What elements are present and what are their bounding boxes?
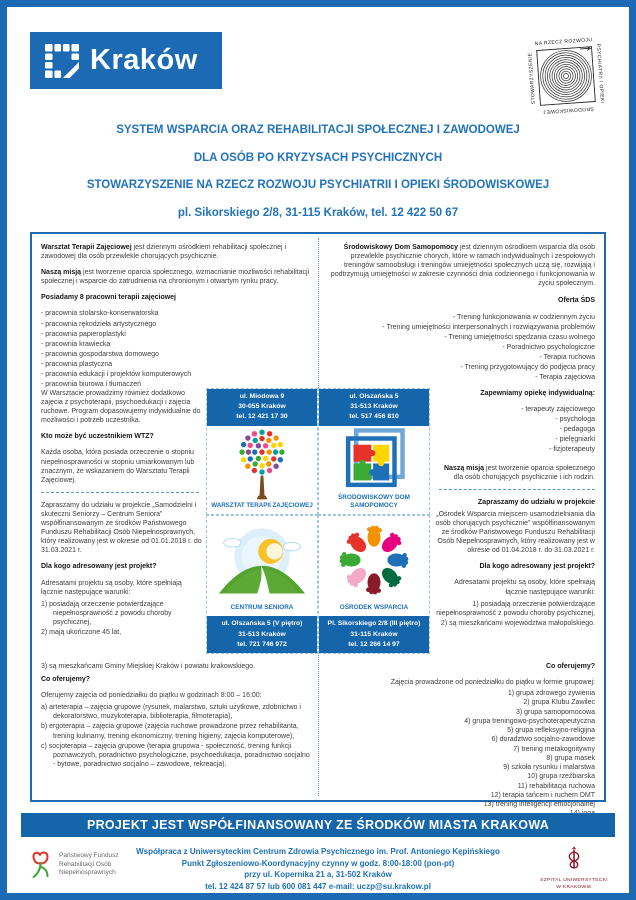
cards-top-row: [206, 388, 430, 515]
puzzle-square-icon: [341, 426, 407, 492]
stamp-spiral-icon: [536, 46, 596, 106]
sds-offer-list: [325, 313, 595, 383]
seniors-project-text: Zapraszamy do udziału w projekcie „Samodzielni i skuteczni Seniorzy – Centrum Seniora” współfinansowanym ze środków Państwowego Funduszu Rehabilitacji Osób Niepełnosprawnych, który realizowany jest w okresie od 01.01.2018 r. do 31.03.2021 r.: [41, 501, 202, 555]
content-box: [30, 232, 606, 809]
contact-line: przy ul. Kopernika 21 a, 31-502 Kraków: [244, 870, 392, 880]
sds-intro-paragraph: [325, 243, 595, 288]
left-offer-list: [41, 703, 311, 769]
left-section-divider: [41, 492, 199, 493]
group-item: 13) trening inteligencji emocjonalnej: [483, 801, 595, 809]
wsparcia-label: OŚRODEK WSPARCIA: [339, 604, 409, 612]
workshop-item: - pracownia gospodarstwa domowego: [41, 350, 159, 358]
sds-mission-rest: jest tworzenie oparcia społecznego dla osób chorujących psychicznie i ich rodzin.: [453, 464, 595, 481]
target-item: 2) mają ukończone 45 lat,: [41, 628, 122, 636]
group-item: 4) grupa treningowo-psychoterapeutyczna: [464, 717, 595, 725]
left-target-list-wide: [41, 655, 311, 671]
sds-logo: [319, 426, 429, 493]
right-target-intro: Adresatami projektu są osoby, które spełniają łącznie następujące warunki:: [454, 579, 595, 596]
contact-line: Punkt Zgłoszeniowo-Koordynacyjny czynny w godz. 8:00-18:00 (pon-pt): [181, 858, 455, 868]
pfron-text-line: Rehabilitacji Osób: [59, 860, 112, 868]
hospital-text-line: SZPITAL UNIWERSYTECKI: [540, 878, 608, 883]
wtz-mission-rest: jest tworzenie oparcia społecznego, wzmacnianie możliwości rehabilitacji społecznej i wsparcie do zatrudnienia na chronionym i otwartym rynku pracy.: [41, 269, 310, 286]
pfron-text-line: Państwowy Fundusz: [59, 851, 119, 859]
title-line-3: STOWARZYSZENIE NA RZECZ ROZWOJU PSYCHIATRII I OPIEKI ŚRODOWISKOWEJ: [86, 179, 550, 191]
krakow-logo: [30, 32, 222, 89]
address-line: 31-513 Kraków: [238, 630, 286, 638]
workshop-item: - pracownia biurowa i tłumaczeń: [41, 381, 141, 389]
address-line: Pl. Sikorskiego 2/8 (III piętro): [327, 620, 421, 628]
workshop-item: - pracownia papieroplastyki: [41, 330, 126, 338]
seniora-label: CENTRUM SENIORA: [230, 604, 294, 612]
wtz-card: [206, 388, 318, 515]
puzzle-tree-icon: [229, 426, 295, 502]
care-heading: Zapewniamy opiekę indywidualną:: [480, 390, 595, 397]
training-item: - Trening umiejętności spędzania czasu wolnego: [444, 333, 595, 341]
seniora-card: [206, 515, 318, 654]
address-line: tel. 12 421 17 30: [236, 413, 288, 421]
workshop-item: - pracownia krawiecka: [41, 340, 111, 348]
address-line: ul. Miodowa 9: [239, 393, 285, 400]
training-item: - Terapia ruchowa: [539, 353, 595, 361]
cofinancing-banner: PROJEKT JEST WSPÓŁFINANSOWANY ZE ŚRODKÓW MIASTA KRAKOWA: [21, 813, 615, 837]
krakow-tiles-icon: [45, 44, 79, 78]
workshop-item: - pracownia stolarsko-konserwatorska: [41, 310, 159, 318]
sds-intro-section: [325, 243, 595, 389]
cards-bottom-row: [206, 515, 430, 654]
group-item: 10) grupa rzeźbiarska: [527, 773, 595, 781]
care-item: - pedagoga: [559, 426, 595, 434]
group-item: 2) grupa Klubu Zawilec: [523, 699, 595, 707]
contact-line: Współpraca z Uniwersyteckim Centrum Zdrowia Psychicznego im. Prof. Antoniego Kępińskiego: [136, 847, 500, 856]
wsparcia-address: [319, 616, 429, 653]
title-line-4: pl. Sikorskiego 2/8, 31-115 Kraków, tel. 12 422 50 67: [177, 206, 459, 219]
wtz-label: WARSZTAT TERAPII ZAJĘCIOWEJ: [211, 502, 313, 510]
krakow-logo-text: Kraków: [90, 44, 198, 76]
offer-item: a) arteterapia – zajęcia grupowe (rysunek, malarstwo, sztuki użytkowe, zdobnictwo i dekoratorstwo, muzykoterapia, biblioterapia, filmoterapia),: [41, 704, 301, 721]
sds-offer-heading: Oferta ŚDS: [558, 297, 595, 305]
seniora-logo: [207, 516, 317, 603]
offer-item: b) ergoterapia – zajęcia grupowe (zajęcia ruchowe prowadzone przez rehabilitanta, trening kulinarny, trening ekonomiczny, trening higieny, zajęcia komputerowe),: [41, 723, 299, 740]
wsparcia-logo: [319, 516, 429, 603]
hospital-emblem-icon: [564, 846, 584, 872]
wtz-who-text: Każda osoba, która posiada orzeczenie o stopniu niepełnosprawności w stopniu umiarkowanym lub znacznym, ze wskazaniem do Warsztatu Terapii Zajęciowej.: [41, 449, 195, 484]
wtz-intro-lead: Warsztat Terapii Zajęciowej: [41, 244, 132, 251]
pfron-text: [59, 852, 119, 878]
workshop-item: - pracownia plastyczna: [41, 360, 113, 368]
pfron-text-line: Niepełnosprawnych: [59, 869, 116, 877]
sds-mission-lead: Naszą misją: [444, 464, 485, 472]
workshop-item: - pracownia rękodzieła artystycznego: [41, 320, 157, 328]
right-groups-intro: Zajęcia prowadzone od poniedziałku do piątku w formie grupowej:: [390, 679, 595, 687]
centers-cards: [206, 388, 430, 654]
stamp-text-top: NA RZECZ ROZWOJU: [534, 37, 593, 48]
wtz-address: [207, 389, 317, 426]
group-item: 9) szkoła rysunku i malarstwa: [503, 764, 595, 772]
address-line: tel. 12 266 14 97: [348, 640, 400, 648]
right-section-divider: [439, 489, 595, 490]
title-line-2: DLA OSÓB PO KRYZYSACH PSYCHICZNYCH: [193, 151, 443, 164]
sun-hill-path-icon: [217, 524, 307, 596]
wsparcia-project-text: „Ośrodek Wsparcia miejscem usamodzielniania dla osób chorujących psychicznie” współfinansowanym ze środków Państwowego Funduszu Rehabilitacji Osób Niepełnosprawnych, który realizowany jest w okresie od 01.04.2018 r. do 31.03.2021 r.: [435, 510, 595, 555]
hospital-text: [537, 878, 611, 892]
address-line: 30-055 Kraków: [238, 403, 286, 411]
address-line: 31-115 Kraków: [350, 630, 398, 638]
stamp-text-right: PSYCHIATRII I OPIEKI: [594, 43, 605, 104]
workshop-item: - pracownia edukacji i projektów komputerowych: [41, 371, 192, 379]
pfron-logo: [29, 850, 119, 880]
group-item: 1) grupa zdrowego żywienia: [507, 690, 595, 698]
pfron-tulip-icon: [29, 850, 53, 880]
care-item: - psychologa: [555, 416, 595, 424]
footer: [21, 843, 615, 893]
care-item: - fizjoterapeuty: [549, 446, 595, 454]
workshops-list: [41, 309, 311, 389]
left-target-intro: Adresatami projektu są osoby, które spełniają łącznie następujące warunki:: [41, 579, 182, 596]
sds-card: [318, 388, 430, 515]
left-offer-heading: Co oferujemy?: [41, 676, 91, 684]
wtz-logo: [207, 426, 317, 502]
address-line: ul. Olszańska 5 (V piętro): [221, 620, 303, 628]
training-item: - Trening przygotowujący do podjęcia pracy: [460, 364, 595, 372]
training-item: - Trening umiejętności interpersonalnych i rozwiązywania problemów: [382, 323, 595, 331]
address-line: 31-513 Kraków: [350, 403, 398, 411]
groups-list: [325, 690, 595, 819]
offer-item: c) socjoterapia – zajęcia grupowe (terapia grupowa - społeczność, trening funkcji poznawczych, poradnictwo psychologiczne, psychoedukacja, poradnictwo socjalno - bytowe, poradnictwo socjalno – zawodowe, rekreacja).: [41, 742, 310, 768]
target-item: 1) posiadają orzeczenie potwierdzające niepełnosprawność z powodu choroby psychicznej,: [436, 600, 595, 617]
contact-info: [121, 846, 515, 892]
sds-intro-lead: Środowiskowy Dom Samopomocy: [343, 244, 459, 251]
care-item: - terapeuty zajęciowego: [521, 406, 595, 414]
left-offer-intro: Oferujemy zajęcia od poniedziałku do piątku w godzinach 8:00 – 16:00:: [41, 692, 262, 700]
group-item: 5) grupa refleksyjno-religijna: [507, 727, 595, 735]
wtz-mission-paragraph: [41, 268, 311, 286]
title-line-1: SYSTEM WSPARCIA ORAZ REHABILITACJI SPOŁECZNEJ I ZAWODOWEJ: [116, 124, 520, 136]
stamp-text-bottom: ŚRODOWISKOWEJ: [542, 105, 594, 115]
target-item: 1) posiadają orzeczenie potwierdzające niepełnosprawność z powodu choroby psychicznej,: [41, 600, 172, 626]
wsparcia-card: [318, 515, 430, 654]
group-item: 3) grupa samopomocowa: [516, 708, 595, 716]
wtz-who-heading: Kto może być uczestnikiem WTZ?: [41, 433, 154, 441]
right-target-heading: Dla kogo adresowany jest projekt?: [479, 563, 595, 571]
target-item: 3) są mieszkańcami Gminy Miejskiej Kraków i powiatu krakowskiego.: [41, 663, 255, 670]
group-item: 11) rehabilitacja ruchowa: [517, 782, 595, 790]
left-target-heading: Dla kogo adresowany jest projekt?: [41, 563, 157, 571]
group-item: 7) trening metakognitywny: [513, 745, 595, 753]
wtz-intro-rest: jest dziennym ośrodkiem rehabilitacji społecznej i zawodowej dla osób przewlekle chorujących psychicznie.: [41, 244, 287, 261]
association-stamp: [523, 33, 608, 118]
address-line: tel. 517 456 810: [349, 413, 399, 421]
sds-address: [319, 389, 429, 426]
wtz-intro-paragraph: [41, 243, 311, 261]
sds-intro-rest: jest dziennym ośrodkiem wsparcia dla osób przewlekle psychicznie chorych, które w ramach indywidualnych i zespołowych treningów samoobsługi i treningów umiejętności społecznych uczą się, rozwijają i podtrzymują umiejętności w zakresie czynności dnia codziennego i funkcjonowania w życiu społecznym.: [330, 244, 595, 288]
sds-label: ŚRODOWISKOWY DOM SAMOPOMOCY: [338, 494, 410, 509]
wtz-intro-section: [41, 243, 311, 389]
training-item: - Poradnictwo psychologiczne: [502, 343, 595, 351]
care-item: - pielęgniarki: [555, 436, 595, 444]
address-line: tel. 721 746 972: [237, 640, 287, 648]
wtz-extra-paragraph: W Warsztacie prowadzimy również dodatkowo zajęcia z psychoterapii, psychoedukacji i zajęcia ruchowe. Program dopasowujemy indywidualnie do możliwości i potrzeb uczestnika.: [41, 390, 201, 425]
training-item: - Terapia zajęciowa: [535, 374, 595, 382]
group-item: 6) doradztwo socjalno-zawodowe: [491, 736, 595, 744]
poster-title: [37, 124, 599, 234]
training-item: - Trening funkcjonowania w codziennym życiu: [452, 313, 595, 321]
group-item: 12) terapia tańcem i ruchem DMT: [490, 791, 595, 799]
hospital-logo: [537, 846, 611, 892]
workshops-heading: Posiadamy 8 pracowni terapii zajęciowej: [41, 294, 176, 302]
target-item: 2) są mieszkańcami województwa małopolskiego.: [440, 619, 595, 627]
contact-line: tel. 12 424 87 57 lub 600 081 447 e-mail: uczp@su.krakow.pl: [205, 881, 431, 891]
seniora-address: [207, 616, 317, 653]
hands-circle-icon: [336, 522, 412, 598]
wsparcia-project-heading: Zapraszamy do udziału w projekcie: [477, 498, 595, 506]
group-item: 8) grupa masek: [546, 754, 595, 762]
hospital-text-line: W KRAKOWIE: [556, 884, 592, 890]
address-line: ul. Olszańska 5: [349, 393, 399, 400]
wtz-mission-lead: Naszą misją: [41, 269, 82, 277]
right-groups-heading: Co oferujemy?: [545, 663, 595, 670]
stamp-text-left: STOWARZYSZENIE: [527, 52, 537, 105]
